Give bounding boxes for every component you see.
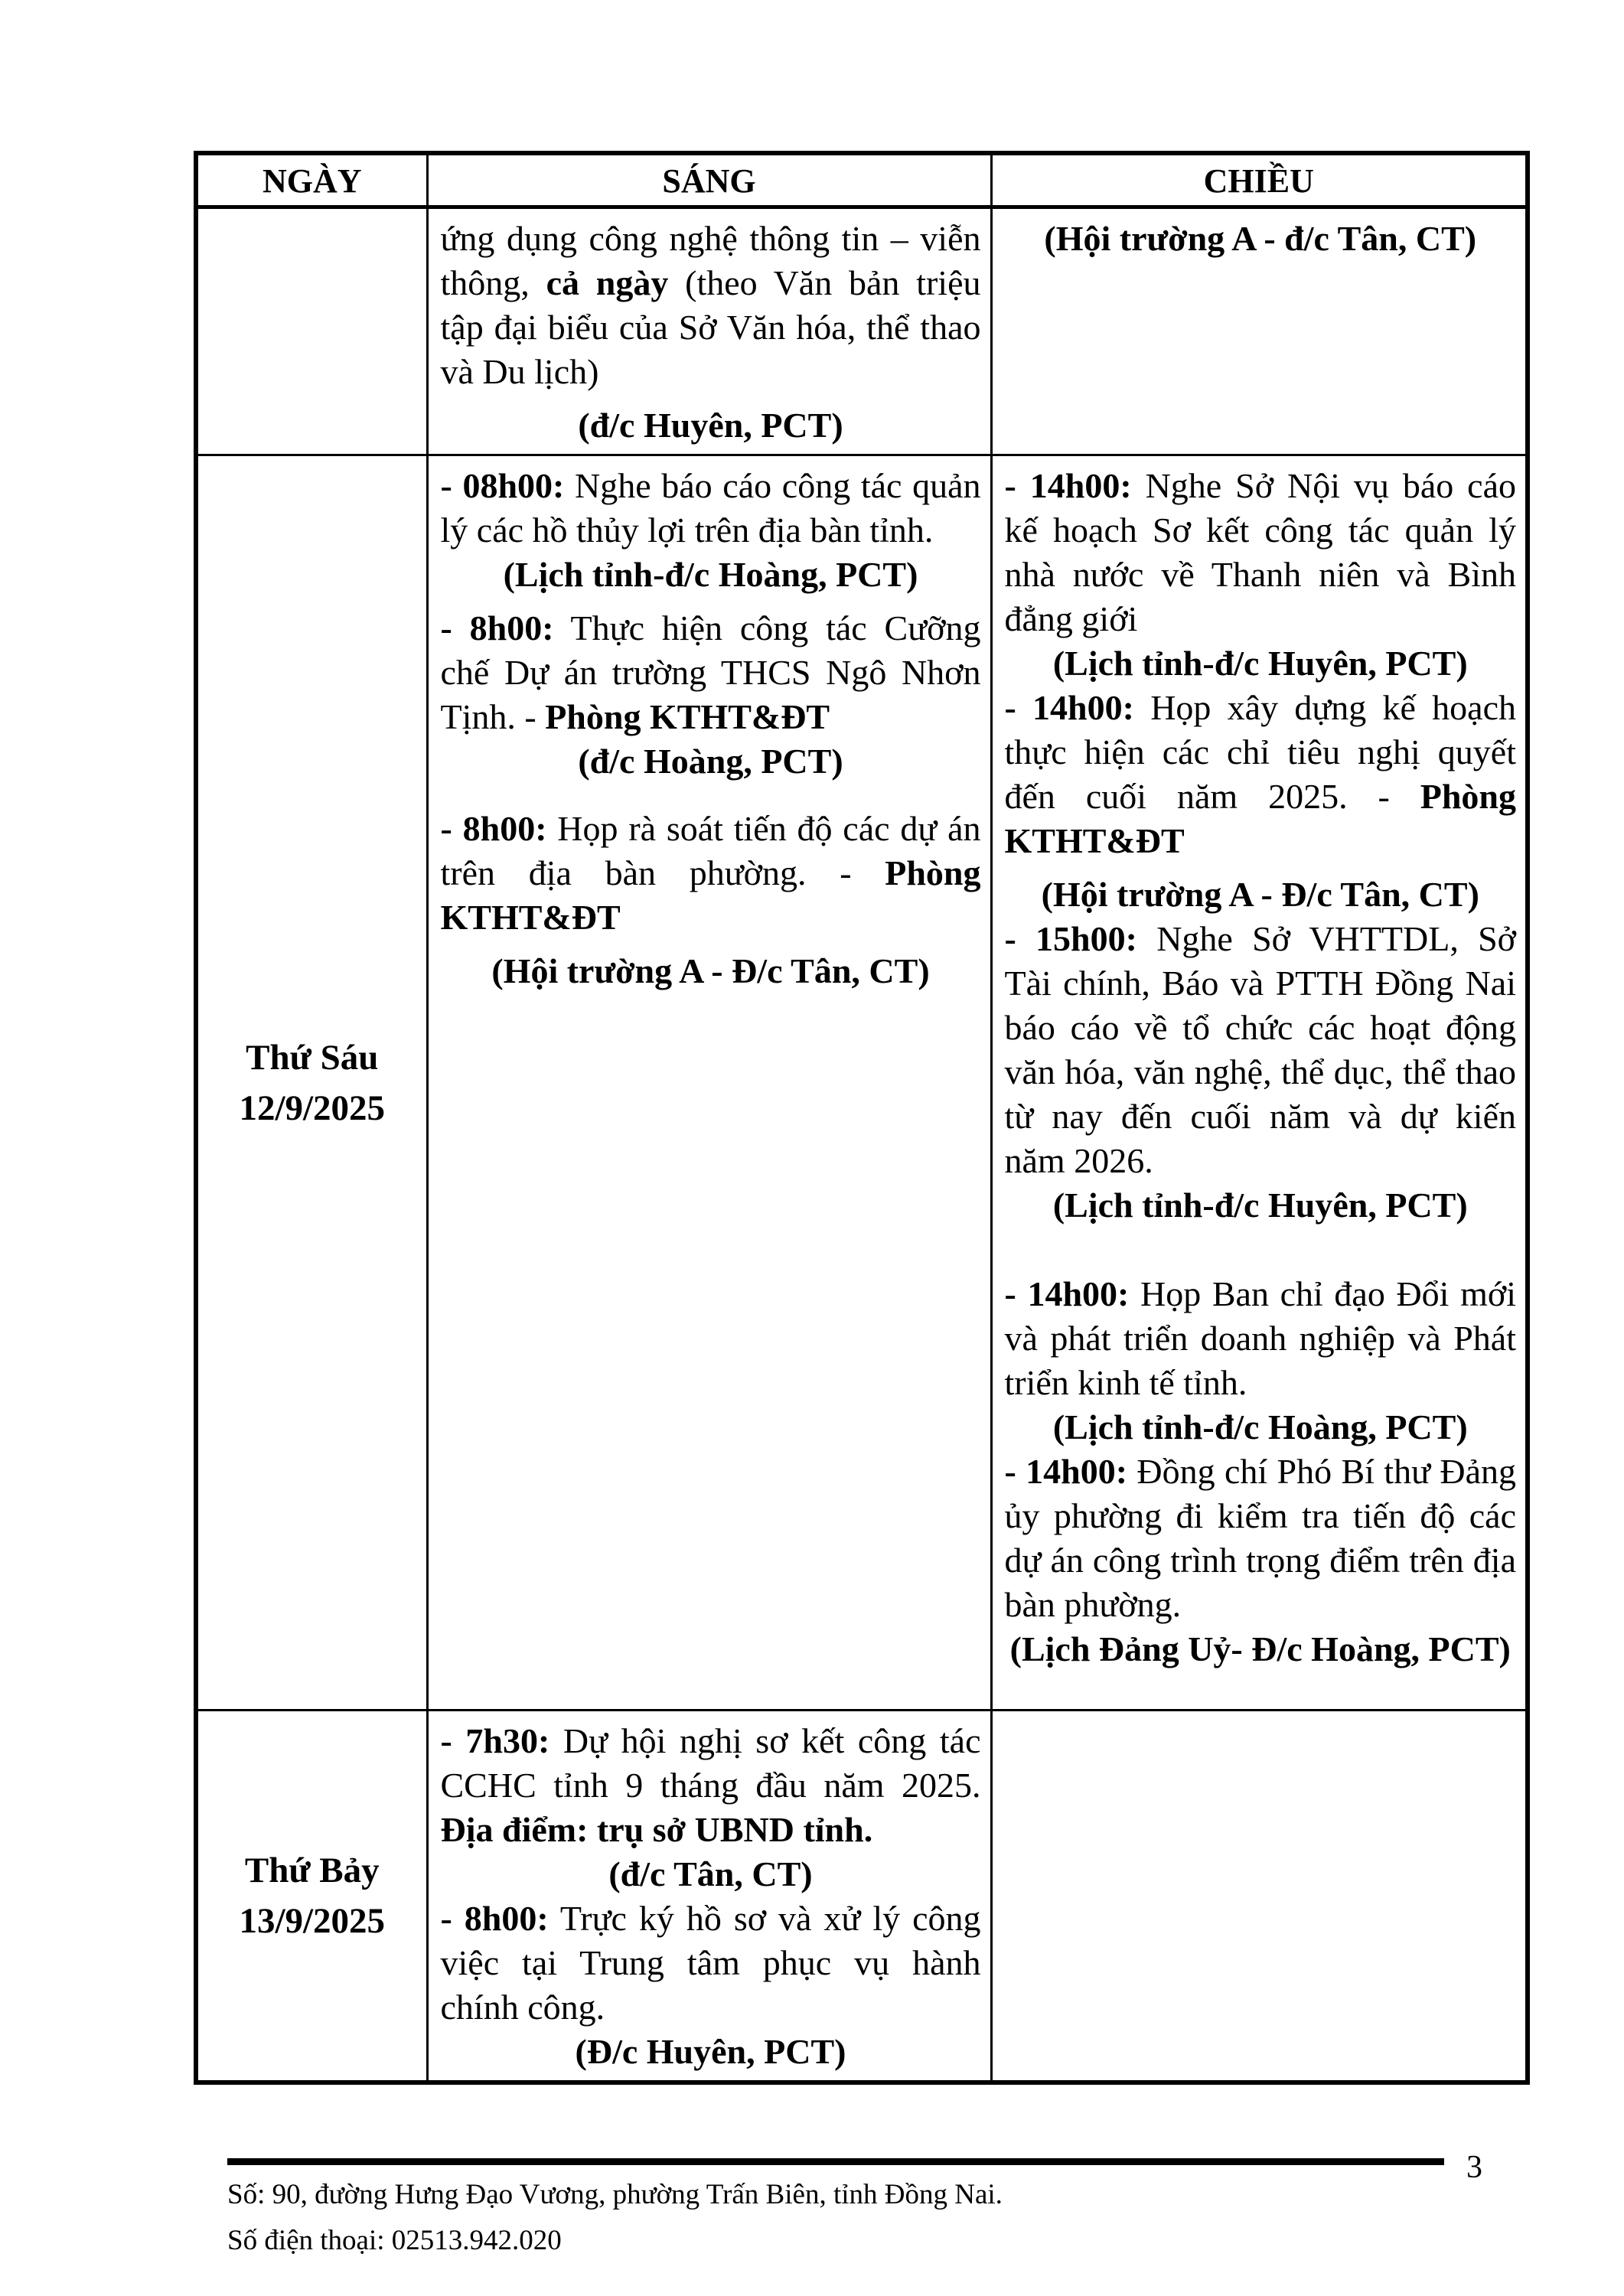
schedule-entry: - 14h00: Đồng chí Phó Bí thư Đảng ủy phường đi kiểm tra tiến độ các dự án công trình trọng điểm trên địa bàn phường. (1004, 1452, 1516, 1624)
day-label: Thứ Bảy (244, 1851, 380, 1890)
assignee-note: (Hội trường A - Đ/c Tân, CT) (1041, 875, 1479, 914)
schedule-entry: - 14h00: Nghe Sở Nội vụ báo cáo kế hoạch Sơ kết công tác quản lý nhà nước về Thanh niên và Bình đẳng giới (1004, 466, 1516, 638)
table-row (196, 1711, 1528, 2083)
afternoon-cell (991, 455, 1528, 1711)
schedule-entry: - 08h00: Nghe báo cáo công tác quản lý các hồ thủy lợi trên địa bàn tỉnh. (440, 466, 981, 550)
assignee-note: (đ/c Huyên, PCT) (578, 406, 843, 445)
assignee-note: (Hội trường A - đ/c Tân, CT) (1044, 219, 1477, 258)
day-cell (196, 1711, 427, 2083)
schedule-entry: - 14h00: Họp xây dựng kế hoạch thực hiện các chỉ tiêu nghị quyết đến cuối năm 2025. - Phòng KTHT&ĐT (1004, 688, 1516, 860)
assignee-note: (Hội trường A - Đ/c Tân, CT) (491, 951, 930, 990)
day-label: 13/9/2025 (239, 1901, 386, 1941)
schedule-entry: - 15h00: Nghe Sở VHTTDL, Sở Tài chính, Báo và PTTH Đồng Nai báo cáo về tổ chức các hoạt động văn hóa, văn nghệ, thể dục, thể thao từ nay đến cuối năm và dự kiến năm 2026. (1004, 919, 1516, 1180)
schedule-table (194, 151, 1530, 2085)
schedule-entry: - 7h30: Dự hội nghị sơ kết công tác CCHC tỉnh 9 tháng đầu năm 2025. Địa điểm: trụ sở UBND tỉnh. (440, 1721, 981, 1849)
assignee-note: (Lịch tỉnh-đ/c Hoàng, PCT) (1052, 1407, 1468, 1446)
schedule-entry: - 8h00: Thực hiện công tác Cưỡng chế Dự án trường THCS Ngô Nhơn Tịnh. - Phòng KTHT&ĐT (440, 608, 981, 736)
header-row (196, 153, 1528, 207)
assignee-note: (Lịch tỉnh-đ/c Hoàng, PCT) (503, 555, 918, 594)
page-number: 3 (1466, 2150, 1482, 2185)
column-header-ngay: NGÀY (196, 153, 427, 207)
assignee-note: (đ/c Tân, CT) (608, 1854, 813, 1893)
afternoon-cell (991, 1711, 1528, 2083)
schedule-entry: - 14h00: Họp Ban chỉ đạo Đổi mới và phát triển doanh nghiệp và Phát triển kinh tế tỉnh. (1004, 1274, 1516, 1402)
assignee-note: (Lịch Đảng Uỷ- Đ/c Hoàng, PCT) (1009, 1629, 1511, 1668)
morning-cell (427, 1711, 991, 2083)
footer-divider (227, 2158, 1444, 2165)
schedule-entry: ứng dụng công nghệ thông tin – viễn thông, cả ngày (theo Văn bản triệu tập đại biểu của Sở Văn hóa, thể thao và Du lịch) (440, 219, 981, 391)
column-header-sang: SÁNG (427, 153, 991, 207)
footer (227, 2172, 1003, 2264)
table-row (196, 455, 1528, 1711)
morning-cell (427, 455, 991, 1711)
assignee-note: (Lịch tỉnh-đ/c Huyên, PCT) (1052, 644, 1468, 683)
schedule-entry: - 8h00: Họp rà soát tiến độ các dự án trên địa bàn phường. - Phòng KTHT&ĐT (440, 809, 981, 937)
afternoon-cell (991, 207, 1528, 455)
schedule-body (196, 207, 1528, 2083)
footer-address: Số: 90, đường Hưng Đạo Vương, phường Trấn Biên, tỉnh Đồng Nai. (227, 2179, 1003, 2210)
column-header-chieu: CHIỀU (991, 153, 1528, 207)
table-row (196, 207, 1528, 455)
morning-cell (427, 207, 991, 455)
assignee-note: (Đ/c Huyên, PCT) (575, 2032, 846, 2071)
assignee-note: (đ/c Hoàng, PCT) (578, 742, 843, 781)
day-cell (196, 455, 427, 1711)
schedule-entry: - 8h00: Trực ký hồ sơ và xử lý công việc tại Trung tâm phục vụ hành chính công. (440, 1899, 981, 2027)
day-cell (196, 207, 427, 455)
day-label: Thứ Sáu (246, 1037, 379, 1078)
footer-phone: Số điện thoại: 02513.942.020 (227, 2225, 562, 2256)
day-label: 12/9/2025 (239, 1088, 386, 1128)
assignee-note: (Lịch tỉnh-đ/c Huyên, PCT) (1052, 1186, 1468, 1225)
